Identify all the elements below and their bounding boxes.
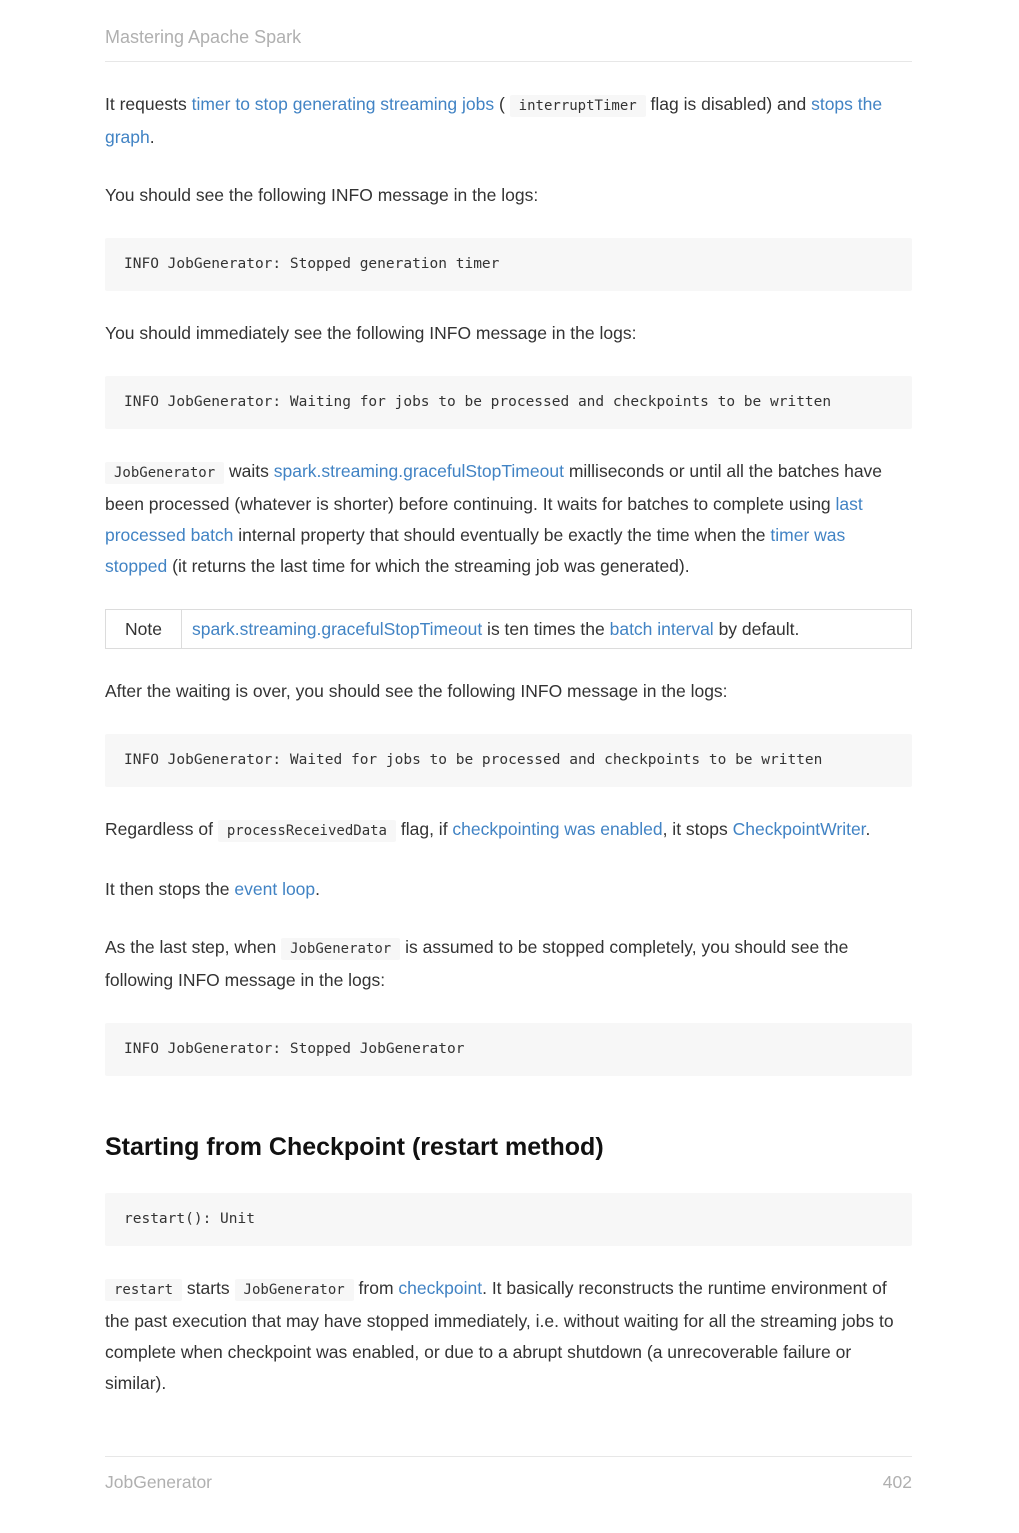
code-text: INFO JobGenerator: Waited for jobs to be processed and checkpoints to be written — [124, 752, 823, 768]
paragraph-intro — [105, 89, 912, 153]
paragraph-event-loop — [105, 874, 912, 905]
text-run: You should immediately see the following INFO message in the logs: — [105, 323, 637, 343]
section-heading: Starting from Checkpoint (restart method) — [105, 1133, 604, 1161]
paragraph-regardless — [105, 814, 912, 847]
paragraph-after-waiting — [105, 676, 912, 707]
text-run: is assumed to be stopped completely, you should see the following INFO message in the logs: — [105, 937, 849, 990]
footer-section-title: JobGenerator — [105, 1472, 213, 1492]
page-footer — [105, 1456, 912, 1493]
note-table — [105, 609, 912, 649]
text-run: starts — [182, 1278, 235, 1298]
inline-link[interactable]: timer to stop generating streaming jobs — [191, 94, 495, 114]
note-row — [106, 610, 912, 649]
code-block-restart-signature — [105, 1193, 912, 1246]
text-run: You should see the following INFO message in the logs: — [105, 185, 539, 205]
text-run: waits — [224, 461, 274, 481]
inline-link[interactable]: timer was stopped — [105, 525, 846, 576]
inline-code: restart — [105, 1279, 182, 1301]
text-run: , it stops — [662, 819, 733, 839]
inline-code: JobGenerator — [281, 938, 400, 960]
inline-link[interactable]: last processed batch — [105, 494, 863, 545]
inline-code: processReceivedData — [218, 820, 396, 842]
code-block-stopped-jobgenerator — [105, 1023, 912, 1076]
text-run: by default. — [713, 619, 800, 639]
text-run: It requests — [105, 94, 192, 114]
inline-link[interactable]: checkpoint — [398, 1278, 483, 1298]
text-run: . It basically reconstructs the runtime environment of the past execution that may have stopped immediately, i.e. without waiting for all the streaming jobs to complete when checkpoint was enabled, or due to a abrupt shutdown (a unrecoverable failure or similar). — [105, 1278, 894, 1393]
text-run: . — [149, 127, 155, 147]
inline-code: interruptTimer — [510, 95, 646, 117]
code-text: INFO JobGenerator: Waiting for jobs to be processed and checkpoints to be written — [124, 394, 832, 410]
inline-link[interactable]: stops the graph — [105, 94, 883, 147]
text-run: (it returns the last time for which the streaming job was generated). — [167, 556, 690, 576]
text-run: flag, if — [396, 819, 453, 839]
inline-link[interactable]: batch interval — [609, 619, 714, 639]
inline-link[interactable]: checkpointing was enabled — [452, 819, 663, 839]
inline-code: JobGenerator — [105, 462, 224, 484]
inline-code: JobGenerator — [235, 1279, 354, 1301]
paragraph-restart — [105, 1273, 912, 1399]
book-title: Mastering Apache Spark — [105, 27, 302, 47]
paragraph-logs-hint-2 — [105, 318, 912, 349]
paragraph-logs-hint-1 — [105, 180, 912, 211]
text-run: As the last step, when — [105, 937, 282, 957]
text-run: . — [315, 879, 321, 899]
header-divider — [105, 61, 912, 62]
text-run: flag is disabled) and — [645, 94, 812, 114]
text-run: It then stops the — [105, 879, 235, 899]
text-run: After the waiting is over, you should see the following INFO message in the logs: — [105, 681, 728, 701]
text-run: internal property that should eventually be exactly the time when the — [233, 525, 771, 545]
text-run: from — [353, 1278, 399, 1298]
text-run: is ten times the — [482, 619, 610, 639]
note-label: Note — [106, 610, 182, 649]
paragraph-graceful-stop — [105, 456, 912, 582]
inline-link[interactable]: event loop — [234, 879, 316, 899]
text-run: . — [865, 819, 871, 839]
code-block-waiting-for-jobs — [105, 376, 912, 429]
inline-link[interactable]: spark.streaming.gracefulStopTimeout — [192, 619, 483, 639]
code-text: INFO JobGenerator: Stopped JobGenerator — [124, 1041, 465, 1057]
page-header — [105, 26, 912, 62]
code-block-stopped-generation-timer — [105, 238, 912, 291]
text-run: ( — [494, 94, 510, 114]
code-block-waited-for-jobs — [105, 734, 912, 787]
code-text: restart(): Unit — [124, 1211, 255, 1227]
code-text: INFO JobGenerator: Stopped generation timer — [124, 256, 500, 272]
paragraph-last-step — [105, 932, 912, 996]
inline-link[interactable]: spark.streaming.gracefulStopTimeout — [273, 461, 564, 481]
text-run: milliseconds or until all the batches have been processed (whatever is shorter) before continuing. It waits for batches to complete using — [105, 461, 883, 514]
footer-page-number: 402 — [882, 1472, 912, 1492]
document-page — [105, 0, 912, 1533]
note-body — [182, 610, 912, 649]
text-run: Regardless of — [105, 819, 218, 839]
inline-link[interactable]: CheckpointWriter — [732, 819, 866, 839]
